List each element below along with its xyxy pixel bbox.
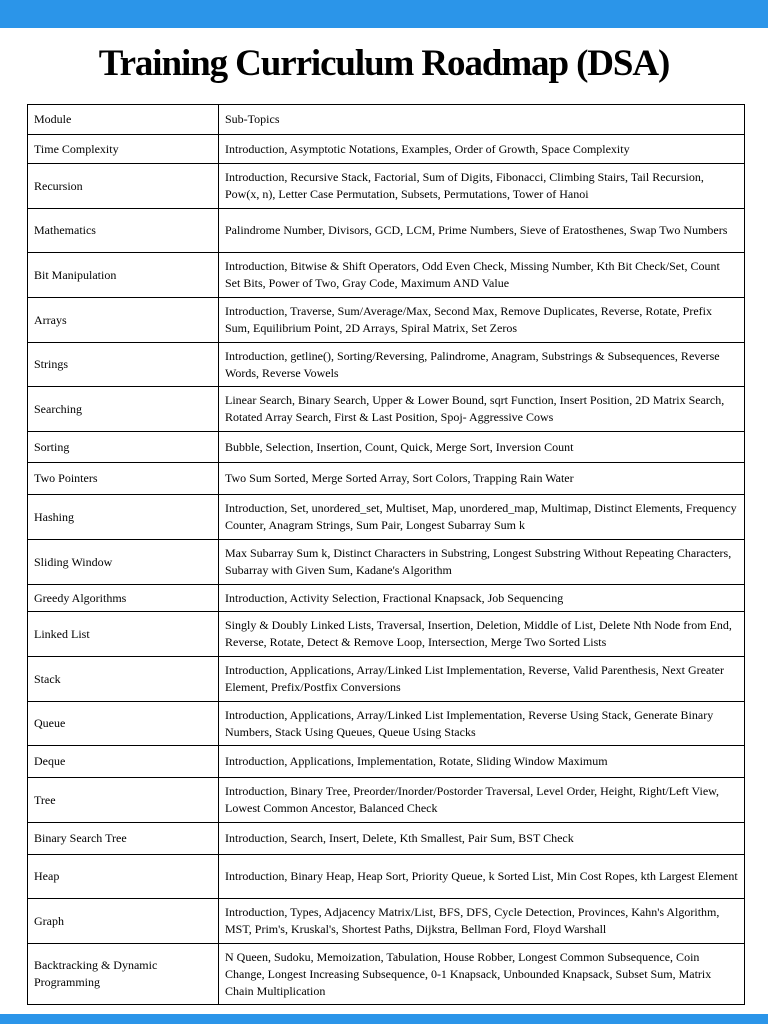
table-row	[28, 343, 745, 387]
table-row	[28, 944, 745, 1005]
subtopics-cell: Introduction, Applications, Array/Linked List Implementation, Reverse Using Stack, Generate Binary Numbers, Stack Using Queues, Queue Using Stacks	[219, 702, 745, 746]
module-cell: Bit Manipulation	[28, 253, 219, 298]
subtopics-cell: Introduction, Set, unordered_set, Multiset, Map, unordered_map, Multimap, Distinct Elements, Frequency Counter, Anagram Strings, Sum Pair, Longest Subarray Sum k	[219, 495, 745, 540]
subtopics-cell: Introduction, Binary Heap, Heap Sort, Priority Queue, k Sorted List, Min Cost Ropes, kth Largest Element	[219, 855, 745, 899]
module-cell: Tree	[28, 778, 219, 823]
table-row	[28, 135, 745, 164]
module-cell: Greedy Algorithms	[28, 585, 219, 612]
module-cell: Binary Search Tree	[28, 823, 219, 855]
subtopics-cell: Introduction, Search, Insert, Delete, Kth Smallest, Pair Sum, BST Check	[219, 823, 745, 855]
table-row	[28, 702, 745, 746]
table-row	[28, 298, 745, 343]
table-row	[28, 823, 745, 855]
module-cell: Recursion	[28, 164, 219, 209]
module-cell: Time Complexity	[28, 135, 219, 164]
table-row	[28, 612, 745, 657]
module-cell: Two Pointers	[28, 463, 219, 495]
curriculum-table	[27, 104, 745, 1005]
table-row	[28, 432, 745, 463]
table-row	[28, 746, 745, 778]
subtopics-cell: Introduction, Bitwise & Shift Operators, Odd Even Check, Missing Number, Kth Bit Check/Set, Count Set Bits, Power of Two, Gray Code, Maximum AND Value	[219, 253, 745, 298]
subtopics-cell: Introduction, Activity Selection, Fractional Knapsack, Job Sequencing	[219, 585, 745, 612]
table-row	[28, 540, 745, 585]
subtopics-cell: Bubble, Selection, Insertion, Count, Quick, Merge Sort, Inversion Count	[219, 432, 745, 463]
subtopics-cell: Max Subarray Sum k, Distinct Characters in Substring, Longest Substring Without Repeating Characters, Subarray with Given Sum, Kadane's Algorithm	[219, 540, 745, 585]
page-title: Training Curriculum Roadmap (DSA)	[98, 43, 670, 84]
module-cell: Arrays	[28, 298, 219, 343]
table-row	[28, 253, 745, 298]
table-row	[28, 855, 745, 899]
module-column-header: Module	[28, 105, 219, 135]
top-accent-bar	[0, 0, 768, 28]
module-cell: Mathematics	[28, 209, 219, 253]
table-row	[28, 657, 745, 702]
subtopics-cell: Introduction, Types, Adjacency Matrix/List, BFS, DFS, Cycle Detection, Provinces, Kahn's Algorithm, MST, Prim's, Kruskal's, Shortest Paths, Dijkstra, Bellman Ford, Floyd Warshall	[219, 899, 745, 944]
table-header-row	[28, 105, 745, 135]
subtopics-cell: Introduction, Asymptotic Notations, Examples, Order of Growth, Space Complexity	[219, 135, 745, 164]
curriculum-table-body	[28, 105, 745, 1005]
module-cell: Queue	[28, 702, 219, 746]
subtopics-cell: Introduction, Traverse, Sum/Average/Max, Second Max, Remove Duplicates, Reverse, Rotate, Prefix Sum, Equilibrium Point, 2D Arrays, Spiral Matrix, Set Zeros	[219, 298, 745, 343]
table-row	[28, 495, 745, 540]
subtopics-cell: Introduction, Applications, Implementation, Rotate, Sliding Window Maximum	[219, 746, 745, 778]
table-row	[28, 387, 745, 432]
table-row	[28, 778, 745, 823]
bottom-accent-bar	[0, 1014, 768, 1024]
subtopics-cell: Two Sum Sorted, Merge Sorted Array, Sort Colors, Trapping Rain Water	[219, 463, 745, 495]
subtopics-cell: Introduction, Binary Tree, Preorder/Inorder/Postorder Traversal, Level Order, Height, Right/Left View, Lowest Common Ancestor, Balanced Check	[219, 778, 745, 823]
subtopics-column-header: Sub-Topics	[219, 105, 745, 135]
subtopics-cell: Singly & Doubly Linked Lists, Traversal, Insertion, Deletion, Middle of List, Delete Nth Node from End, Reverse, Rotate, Detect & Remove Loop, Intersection, Merge Two Sorted Lists	[219, 612, 745, 657]
module-cell: Graph	[28, 899, 219, 944]
subtopics-cell: N Queen, Sudoku, Memoization, Tabulation, House Robber, Longest Common Subsequence, Coin Change, Longest Increasing Subsequence, 0-1 Knapsack, Unbounded Knapsack, Subset Sum, Matrix Chain Multiplication	[219, 944, 745, 1005]
module-cell: Stack	[28, 657, 219, 702]
module-cell: Backtracking & Dynamic Programming	[28, 944, 219, 1005]
module-cell: Linked List	[28, 612, 219, 657]
subtopics-cell: Introduction, getline(), Sorting/Reversing, Palindrome, Anagram, Substrings & Subsequences, Reverse Words, Reverse Vowels	[219, 343, 745, 387]
subtopics-cell: Introduction, Recursive Stack, Factorial, Sum of Digits, Fibonacci, Climbing Stairs, Tail Recursion, Pow(x, n), Letter Case Permutation, Subsets, Permutations, Tower of Hanoi	[219, 164, 745, 209]
table-row	[28, 899, 745, 944]
table-row	[28, 164, 745, 209]
subtopics-cell: Palindrome Number, Divisors, GCD, LCM, Prime Numbers, Sieve of Eratosthenes, Swap Two Numbers	[219, 209, 745, 253]
module-cell: Sorting	[28, 432, 219, 463]
module-cell: Hashing	[28, 495, 219, 540]
module-cell: Strings	[28, 343, 219, 387]
table-row	[28, 585, 745, 612]
table-row	[28, 209, 745, 253]
table-row	[28, 463, 745, 495]
module-cell: Sliding Window	[28, 540, 219, 585]
module-cell: Heap	[28, 855, 219, 899]
module-cell: Searching	[28, 387, 219, 432]
subtopics-cell: Linear Search, Binary Search, Upper & Lower Bound, sqrt Function, Insert Position, 2D Matrix Search, Rotated Array Search, First & Last Position, Spoj- Aggressive Cows	[219, 387, 745, 432]
module-cell: Deque	[28, 746, 219, 778]
subtopics-cell: Introduction, Applications, Array/Linked List Implementation, Reverse, Valid Parenthesis, Next Greater Element, Prefix/Postfix Conversions	[219, 657, 745, 702]
